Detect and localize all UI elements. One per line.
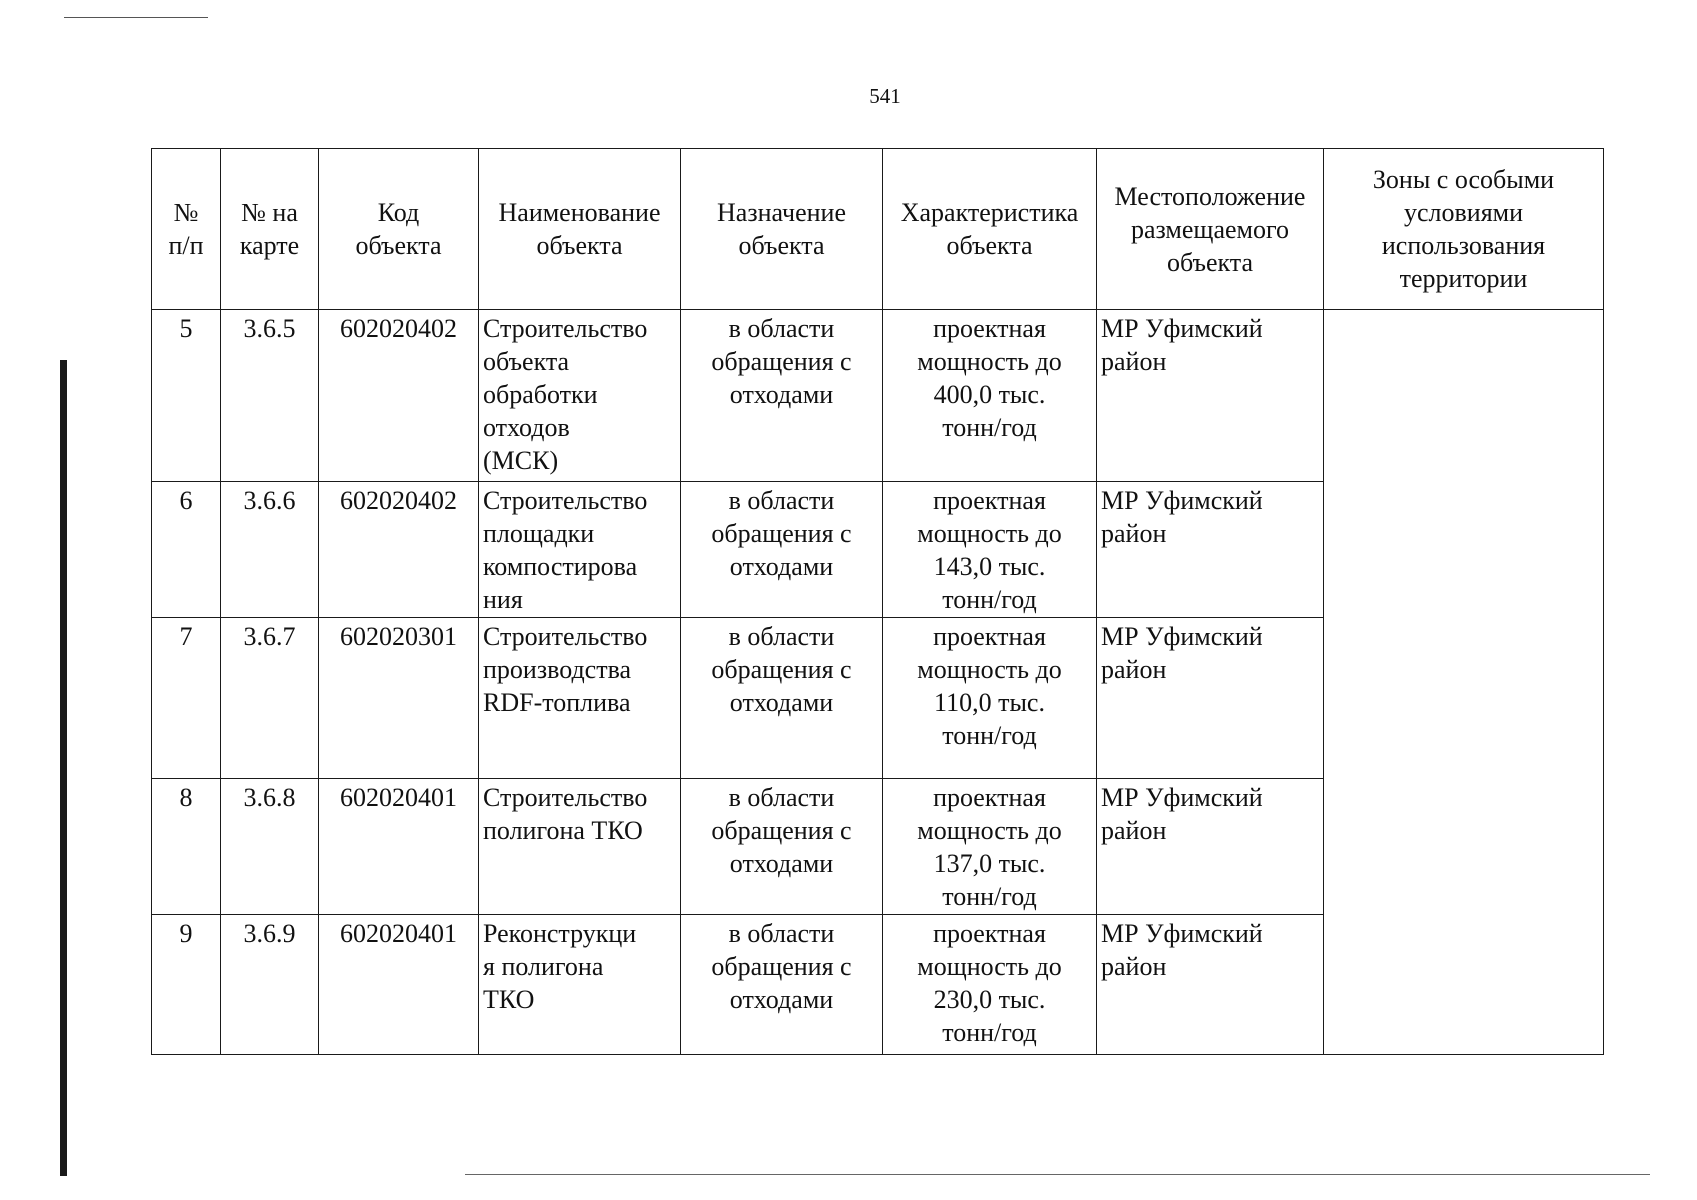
cell-purpose: в области обращения с отходами <box>681 915 883 1055</box>
cell-purpose: в области обращения с отходами <box>681 618 883 779</box>
cell-num: 6 <box>152 482 221 618</box>
cell-map-num: 3.6.5 <box>221 310 319 482</box>
cell-map-num: 3.6.8 <box>221 779 319 915</box>
cell-location: МР Уфимский район <box>1097 482 1324 618</box>
table-header-row <box>152 149 1604 310</box>
cell-code: 602020402 <box>319 482 479 618</box>
cell-purpose: в области обращения с отходами <box>681 310 883 482</box>
cell-purpose: в области обращения с отходами <box>681 482 883 618</box>
cell-location: МР Уфимский район <box>1097 915 1324 1055</box>
header-location: Местоположение размещаемого объекта <box>1097 149 1324 310</box>
cell-code: 602020401 <box>319 779 479 915</box>
cell-map-num: 3.6.9 <box>221 915 319 1055</box>
header-num: № п/п <box>152 149 221 310</box>
cell-num: 5 <box>152 310 221 482</box>
cell-map-num: 3.6.6 <box>221 482 319 618</box>
header-characteristic: Характеристика объекта <box>883 149 1097 310</box>
cell-characteristic: проектная мощность до 230,0 тыс. тонн/год <box>883 915 1097 1055</box>
cell-location: МР Уфимский район <box>1097 618 1324 779</box>
cell-characteristic: проектная мощность до 143,0 тыс. тонн/год <box>883 482 1097 618</box>
cell-purpose: в области обращения с отходами <box>681 779 883 915</box>
header-code: Код объекта <box>319 149 479 310</box>
cell-num: 8 <box>152 779 221 915</box>
cell-zones-merged <box>1324 310 1604 1055</box>
cell-code: 602020401 <box>319 915 479 1055</box>
cell-map-num: 3.6.7 <box>221 618 319 779</box>
cell-characteristic: проектная мощность до 110,0 тыс. тонн/год <box>883 618 1097 779</box>
cell-code: 602020402 <box>319 310 479 482</box>
cell-name: Реконструкци я полигона ТКО <box>479 915 681 1055</box>
cell-name: Строительство объекта обработки отходов (МСК) <box>479 310 681 482</box>
cell-code: 602020301 <box>319 618 479 779</box>
scan-artifact-top-line <box>64 17 208 18</box>
cell-location: МР Уфимский район <box>1097 779 1324 915</box>
cell-characteristic: проектная мощность до 400,0 тыс. тонн/год <box>883 310 1097 482</box>
header-zones: Зоны с особыми условиями использования территории <box>1324 149 1604 310</box>
header-purpose: Назначение объекта <box>681 149 883 310</box>
scan-artifact-bottom-line <box>465 1174 1650 1175</box>
cell-num: 7 <box>152 618 221 779</box>
cell-name: Строительство полигона ТКО <box>479 779 681 915</box>
cell-characteristic: проектная мощность до 137,0 тыс. тонн/год <box>883 779 1097 915</box>
scan-artifact-left-bar <box>60 360 67 1176</box>
cell-location: МР Уфимский район <box>1097 310 1324 482</box>
objects-table <box>151 148 1604 1055</box>
page-number: 541 <box>869 84 901 108</box>
cell-num: 9 <box>152 915 221 1055</box>
table-row <box>152 310 1604 482</box>
header-name: Наименование объекта <box>479 149 681 310</box>
cell-name: Строительство производства RDF-топлива <box>479 618 681 779</box>
header-map-num: № на карте <box>221 149 319 310</box>
cell-name: Строительство площадки компостирова ния <box>479 482 681 618</box>
